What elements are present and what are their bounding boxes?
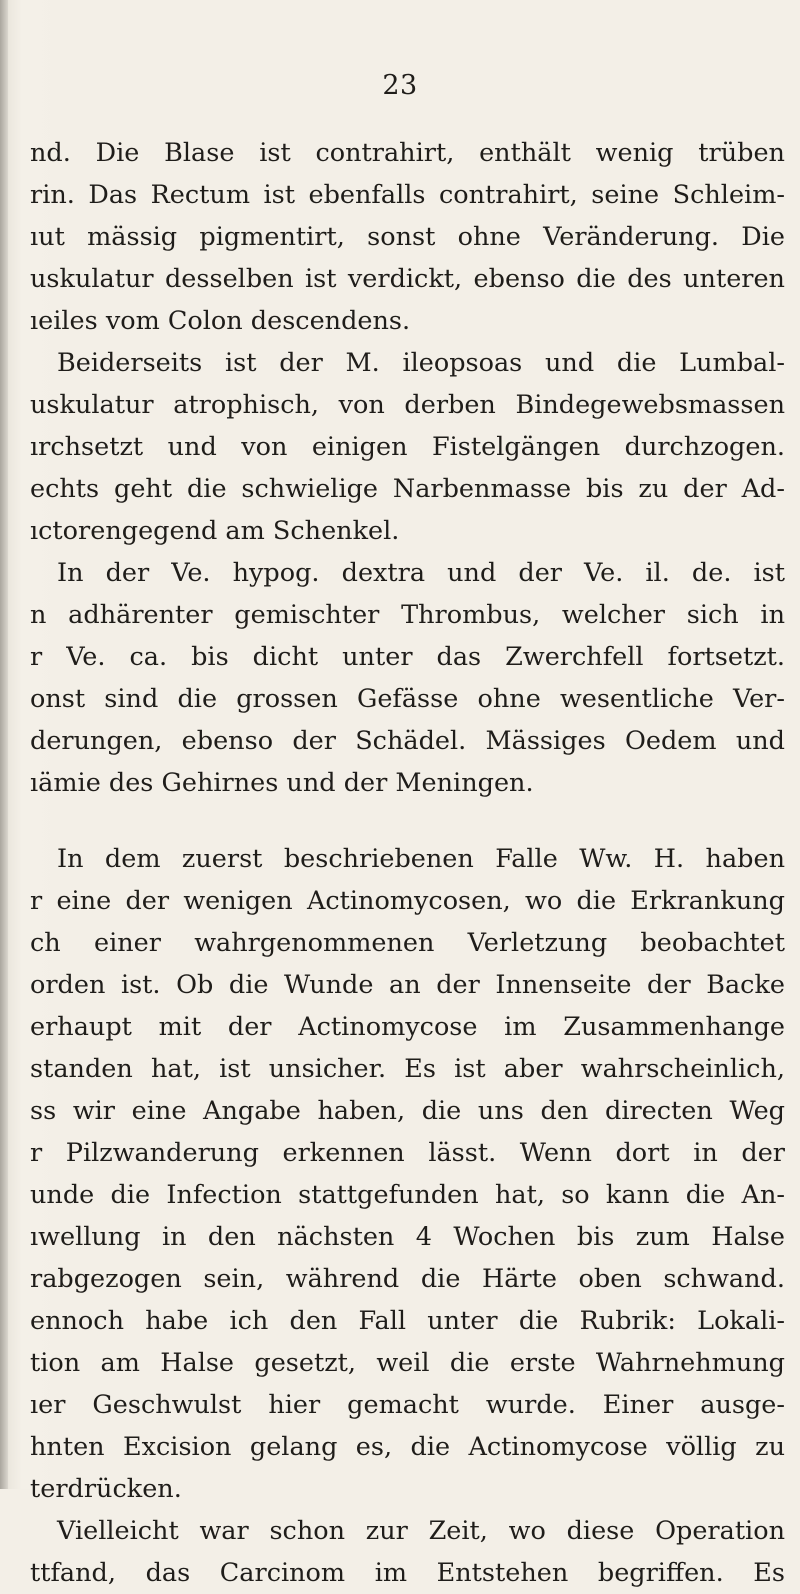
text-line: ırchsetzt und von einigen Fistelgängen durchzogen. <box>30 432 785 462</box>
paragraph-gap <box>30 804 785 838</box>
text-line: uskulatur desselben ist verdickt, ebenso die des unteren <box>30 264 785 294</box>
text-line: erhaupt mit der Actinomycose im Zusammenhange <box>30 1012 785 1042</box>
text-line: rin. Das Rectum ist ebenfalls contrahirt, seine Schleim- <box>30 180 785 210</box>
text-line: r eine der wenigen Actinomycosen, wo die Erkrankung <box>30 886 785 916</box>
text-line: onst sind die grossen Gefässe ohne wesentliche Ver- <box>30 684 785 714</box>
text-line: ıwellung in den nächsten 4 Wochen bis zum Halse <box>30 1222 785 1252</box>
text-line: In der Ve. hypog. dextra und der Ve. il. de. ist <box>57 558 785 588</box>
text-line: ıut mässig pigmentirt, sonst ohne Veränderung. Die <box>30 222 785 252</box>
text-line: r Pilzwanderung erkennen lässt. Wenn dort in der <box>30 1138 785 1168</box>
text-line: tion am Halse gesetzt, weil die erste Wahrnehmung <box>30 1348 785 1378</box>
text-line: derungen, ebenso der Schädel. Mässiges Oedem und <box>30 726 785 756</box>
text-line: ıctorengegend am Schenkel. <box>30 516 400 546</box>
text-line: ıeiles vom Colon descendens. <box>30 306 411 336</box>
text-line: ennoch habe ich den Fall unter die Rubrik: Lokali- <box>30 1306 785 1336</box>
text-line: rabgezogen sein, während die Härte oben schwand. <box>30 1264 785 1294</box>
text-line: uskulatur atrophisch, von derben Bindegewebsmassen <box>30 390 785 420</box>
text-line: n adhärenter gemischter Thrombus, welcher sich in <box>30 600 785 630</box>
text-line: nd. Die Blase ist contrahirt, enthält wenig trüben <box>30 138 785 168</box>
text-line: terdrücken. <box>30 1474 182 1504</box>
text-line: echts geht die schwielige Narbenmasse bis zu der Ad- <box>30 474 785 504</box>
text-line: standen hat, ist unsicher. Es ist aber wahrscheinlich, <box>30 1054 785 1084</box>
text-line: ch einer wahrgenommenen Verletzung beobachtet <box>30 928 785 958</box>
text-line: orden ist. Ob die Wunde an der Innenseite der Backe <box>30 970 785 1000</box>
body-text <box>30 132 785 1594</box>
text-line: ıämie des Gehirnes und der Meningen. <box>30 768 534 798</box>
text-line: hnten Excision gelang es, die Actinomycose völlig zu <box>30 1432 785 1462</box>
text-line: Vielleicht war schon zur Zeit, wo diese Operation <box>57 1516 785 1546</box>
text-line: unde die Infection stattgefunden hat, so kann die An- <box>30 1180 785 1210</box>
text-line: ss wir eine Angabe haben, die uns den directen Weg <box>30 1096 785 1126</box>
binding-edge <box>0 0 8 1489</box>
text-line: In dem zuerst beschriebenen Falle Ww. H. haben <box>57 844 785 874</box>
text-line: r Ve. ca. bis dicht unter das Zwerchfell fortsetzt. <box>30 642 785 672</box>
text-line: Beiderseits ist der M. ileopsoas und die Lumbal- <box>57 348 785 378</box>
text-line: ıer Geschwulst hier gemacht wurde. Einer ausge- <box>30 1390 785 1420</box>
text-line: ttfand, das Carcinom im Entstehen begriffen. Es <box>30 1558 785 1588</box>
page-number: 23 <box>382 70 418 101</box>
